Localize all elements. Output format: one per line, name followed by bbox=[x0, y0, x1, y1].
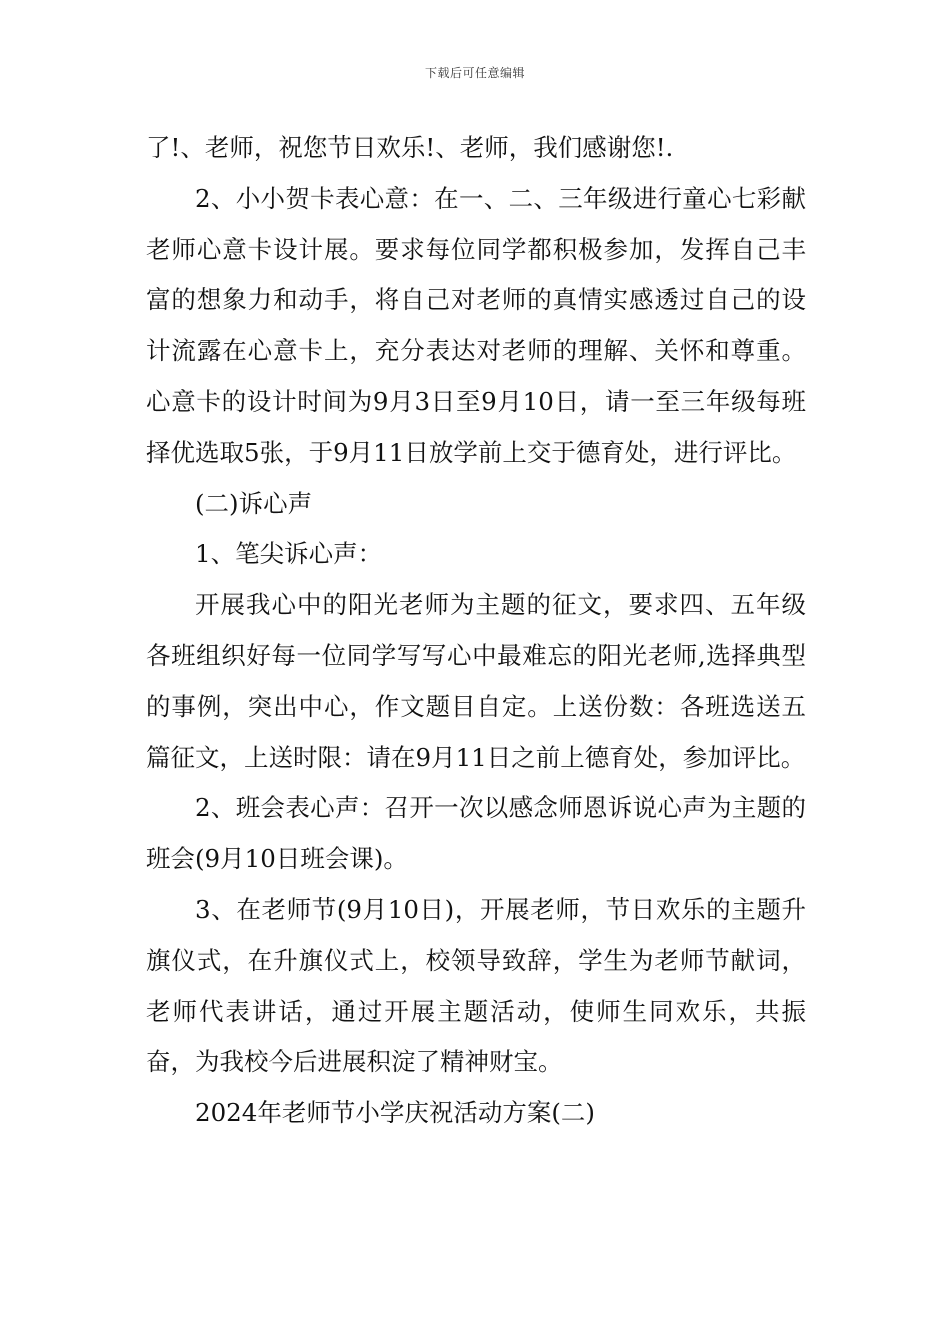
paragraph-essay-contest: 开展我心中的阳光老师为主题的征文，要求四、五年级各班组织好每一位同学写写心中最难忘的阳光老师,选择典型的事例，突出中心，作文题目自定。上送份数：各班选送五篇征文，上送时限：请在9月11日之前上德育处，参加评比。 bbox=[146, 590, 806, 772]
section-heading-voices: (二)诉心声 bbox=[195, 488, 313, 518]
page-header-note: 下载后可任意编辑 bbox=[424, 66, 525, 80]
document-body bbox=[146, 123, 806, 1139]
paragraph-greeting-card: 2、小小贺卡表心意：在一、二、三年级进行童心七彩献老师心意卡设计展。要求每位同学都积极参加，发挥自己丰富的想象力和动手，将自己对老师的真情实感透过自己的设计流露在心意卡上，充分表达对老师的理解、关怀和尊重。心意卡的设计时间为9月3日至9月10日，请一至三年级每班择优选取5张，于9月11日放学前上交于德育处，进行评比。 bbox=[146, 183, 806, 467]
paragraph-continuation: 了!、老师，祝您节日欢乐!、老师，我们感谢您!. bbox=[146, 133, 674, 162]
item-heading-pen-voices: 1、笔尖诉心声： bbox=[195, 539, 383, 569]
paragraph-flag-ceremony: 3、在老师节(9月10日)，开展老师，节日欢乐的主题升旗仪式，在升旗仪式上，校领导致辞，学生为老师节献词，老师代表讲话，通过开展主题活动，使师生同欢乐，共振奋，为我校今后进展积淀了精神财宝。 bbox=[146, 894, 806, 1077]
document-subtitle: 2024年老师节小学庆祝活动方案(二) bbox=[195, 1098, 595, 1128]
paragraph-class-meeting: 2、班会表心声：召开一次以感念师恩诉说心声为主题的班会(9月10日班会课)。 bbox=[146, 793, 806, 874]
